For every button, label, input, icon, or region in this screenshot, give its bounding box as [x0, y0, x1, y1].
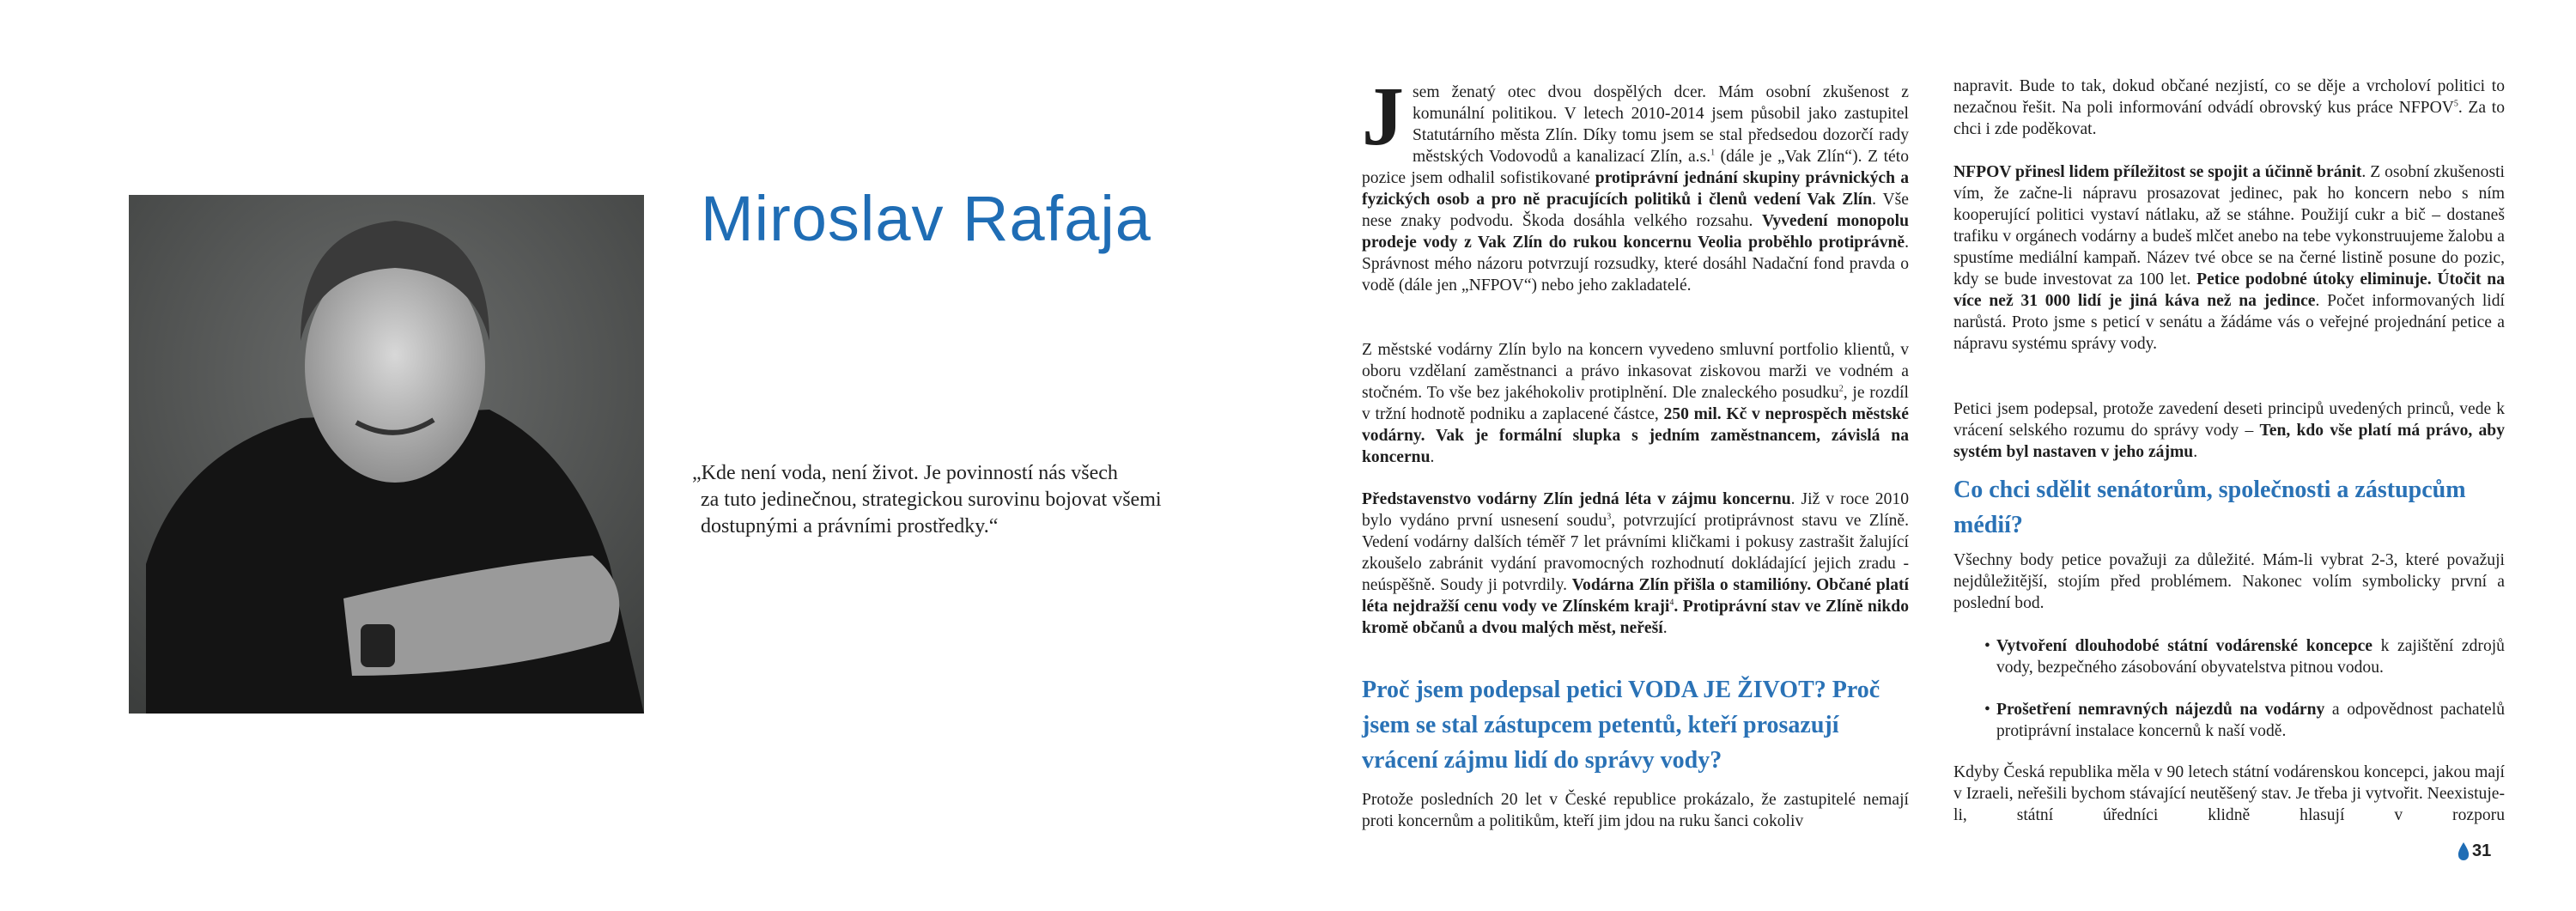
text: a odpovědnost pachatelů protiprávní instalace koncernů k naší vodě. — [1996, 701, 2505, 740]
paragraph: Všechny body petice považuji za důležité. Mám-li vybrat 2-3, které považuji nejdůležitější, stojím před problémem. Nakonec volím symbolicky první a poslední bod. — [1953, 551, 2505, 612]
text: . — [1662, 619, 1668, 637]
bullet-icon: • — [1984, 701, 1990, 719]
page-number-text: 31 — [2472, 841, 2492, 860]
bold-text: 250 mil. Kč v neprospěch městské vodárny. Vak je formální slupka s jedním zaměstnancem, závislá na koncernu — [1362, 405, 1909, 466]
list-item — [1953, 699, 2505, 742]
paragraph: Protože posledních 20 let v České republice prokázalo, že zastupitelé nemají proti koncernům a politikům, kteří jim jdou na ruku šanci cokoliv — [1362, 791, 1909, 830]
paragraph: Kdyby Česká republika měla v 90 letech státní vodárenskou koncepci, jakou mají v Izraeli, neřešili bychom stávající neutěšený stav. Je třeba ji vytvořit. Neexistuje-li, státní úředníci klidně hlasují v rozporu — [1953, 763, 2505, 824]
text: . Z osobní zkušenosti vím, že začne-li nápravu prosazovat jedinec, pak ho koncern nebo s ním kooperující politici vystaví nátlaku, až se stáhne. Použijí cukr a bič – dostaneš trafiku v orgánech vodárny a budeš mlčet anebo na tebe vykonstruujeme žalobu a spustíme mediální kampaň. Název tvé obce se na černé listině posune do pozic, kdy se bude investovat za 100 let. — [1953, 163, 2505, 288]
bold-text: Vodárna Zlín přišla o stamilióny. Občané platí léta nejdražší cenu vody ve Zlínském kraji — [1362, 576, 1909, 616]
text: , je rozdíl v tržní hodnotě podniku a zaplacené částce, — [1362, 384, 1909, 423]
bold-text: Vytvoření dlouhodobé státní vodárenské koncepce — [1996, 637, 2372, 655]
footnote-ref: 2 — [1838, 384, 1844, 394]
footnote-ref: 1 — [1710, 148, 1716, 158]
page-number — [2458, 841, 2491, 861]
text: . Vše nese znaky podvodu. Škoda dosáhla velkého rozsahu. — [1362, 191, 1909, 230]
bold-text: NFPOV přinesl lidem příležitost se spojit a účinně bránit — [1953, 163, 2362, 181]
bold-text: Prošetření nemravných nájezdů na vodárny — [1996, 701, 2325, 719]
text: . — [1430, 448, 1435, 466]
text: napravit. Bude to tak, dokud občané nezjistí, co se děje a vrcholoví politici to nezačnou řešit. Na poli informování odvádí obrovský kus práce NFPOV — [1953, 77, 2505, 117]
person-name: Miroslav Rafaja — [701, 183, 1151, 254]
water-drop-icon — [2458, 842, 2470, 861]
paragraph — [1953, 398, 2505, 463]
text: . Za to chci i zde poděkovat. — [1953, 99, 2505, 138]
text: k zajištění zdrojů vody, bezpečného zásobování obyvatelstva pitnou vodou. — [1996, 637, 2505, 677]
text: , potvrzující protiprávnost stavu ve Zlíně. Vedení vodárny dalších téměř 7 let právními kličkami i pokusy zastrašit žalující zkoušelo zabránit vydání pravomocných rozhodnutí dokládající jejich zradu - neúspěšně. Soudy ji potvrdily. — [1362, 512, 1909, 594]
text: Petici jsem podepsal, protože zavedení deseti principů uvedených princů, vede k vrácení selského rozumu do správy vody – — [1953, 400, 2505, 440]
bold-text: Ten, kdo vše platí má právo, aby systém byl nastaven v jeho zájmu — [1953, 422, 2505, 461]
bold-text: Představenstvo vodárny Zlín jedná léta v zájmu koncernu — [1362, 490, 1791, 508]
text: . Již v roce 2010 bylo vydáno první usnesení soudu — [1362, 490, 1909, 530]
text: . Počet informovaných lidí narůstá. Proto jsme s peticí v senátu a žádáme vás o veřejné projednání petice a nápravu systému správy vody. — [1953, 292, 2505, 353]
text: (dále je „Vak Zlín“). Z této pozice jsem odhalil sofistikované — [1362, 148, 1909, 187]
section-heading: Proč jsem podepsal petici VODA JE ŽIVOT? Proč jsem se stal zástupcem petentů, kteří prosazují vrácení zájmu lidí do správy vody? — [1362, 677, 1880, 774]
text: . Správnost mého názoru potvrzují rozsudky, které dosáhl Nadační fond pravda o vodě (dále jen „NFPOV“) nebo jeho zakladatelé. — [1362, 234, 1909, 295]
list-item — [1953, 635, 2505, 678]
bold-text: . Protiprávní stav ve Zlíně nikdo kromě občanů a dvou malých měst, neřeší — [1362, 598, 1909, 637]
text: . — [2193, 443, 2198, 461]
paragraph — [1362, 489, 1909, 639]
bullet-icon: • — [1984, 637, 1990, 655]
footnote-ref: 5 — [2453, 99, 2458, 109]
quote-line: „Kde není voda, není život. Je povinností nás všech — [692, 462, 1118, 484]
text: sem ženatý otec dvou dospělých dcer. Mám osobní zkušenost z komunální politikou. V letech 2010-2014 jsem působil jako zastupitel Statutárního města Zlín. Díky tomu jsem se stal předsedou dozorčí rady městských Vodovodů a kanalizací Zlín, a.s. — [1413, 83, 1909, 166]
section-heading: Co chci sdělit senátorům, společnosti a zástupcům médií? — [1953, 477, 2466, 538]
drop-cap: J — [1362, 70, 1404, 163]
paragraph — [1362, 70, 1909, 296]
paragraph — [1953, 161, 2505, 355]
bold-text: Vyvedení monopolu prodeje vody z Vak Zlín do rukou koncernu Veolia proběhlo protiprávně — [1362, 212, 1909, 252]
bold-text: Petice podobné útoky eliminuje. Útočit na více než 31 000 lidí je jiná káva než na jedince — [1953, 270, 2505, 310]
footnote-ref: 3 — [1607, 512, 1612, 522]
quote-line: za tuto jedinečnou, strategickou surovinu bojovat všemi dostupnými a právními prostředky.“ — [701, 489, 1162, 537]
footnote-ref: 4 — [1669, 598, 1674, 608]
text: Z městské vodárny Zlín bylo na koncern vyvedeno smluvní portfolio klientů, v oboru vzdělaní zaměstnanci a právo inkasovat ziskovou marži ve vodném a stočném. To vše bez jakéhokoliv protiplnění. Dle znaleckého posudku — [1362, 341, 1909, 402]
paragraph — [1362, 339, 1909, 468]
portrait-photo — [129, 195, 644, 714]
bold-text: protiprávní jednání skupiny právnických a fyzických osob a pro ně pracujících politiků i členů vedení Vak Zlín — [1362, 169, 1909, 209]
paragraph — [1953, 76, 2505, 140]
pull-quote — [692, 460, 1207, 540]
